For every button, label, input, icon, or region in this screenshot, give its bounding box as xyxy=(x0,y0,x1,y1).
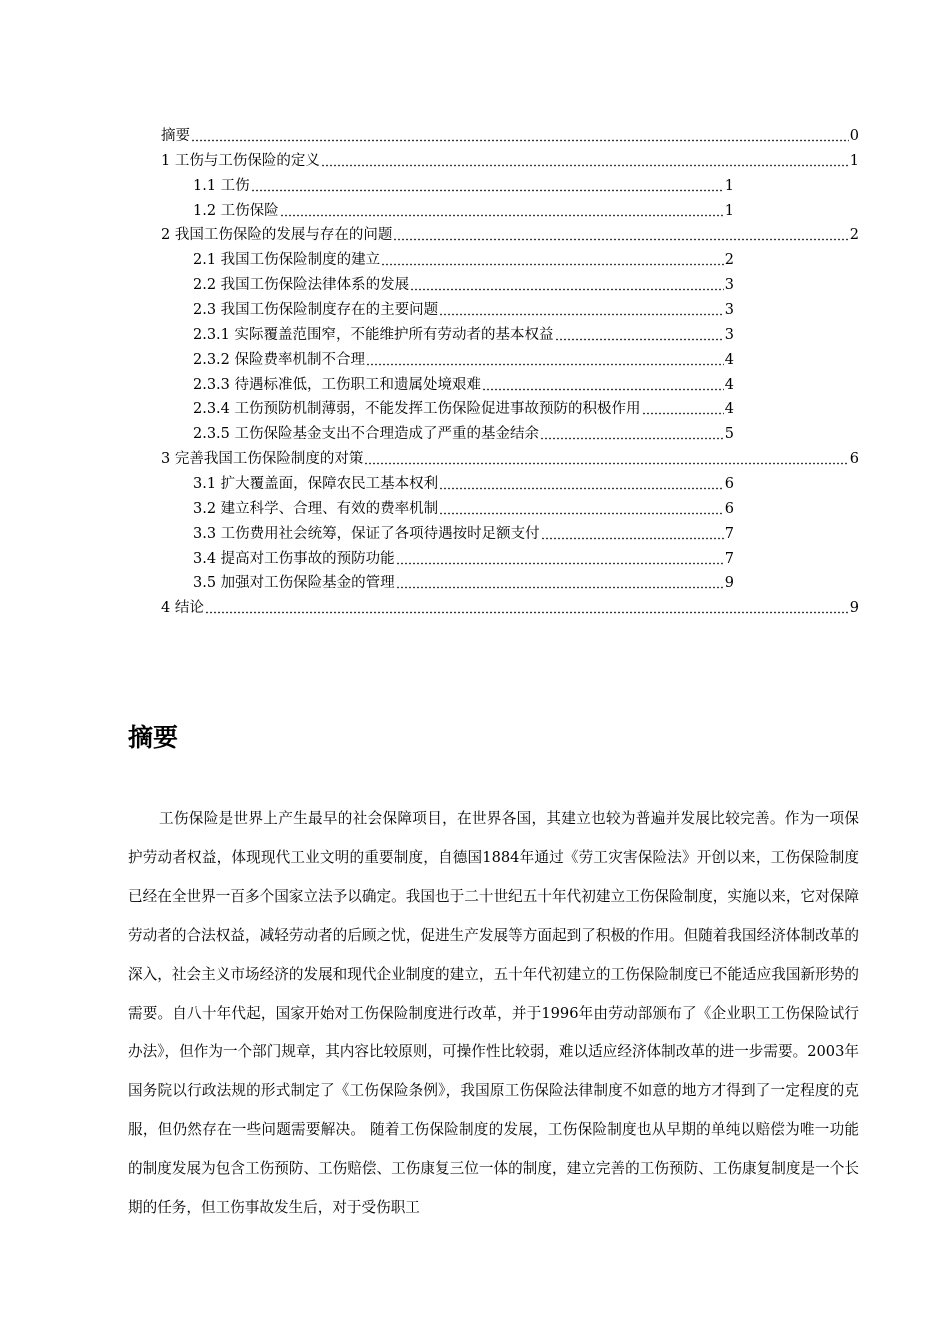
toc-dot-leader xyxy=(540,426,724,440)
toc-entry[interactable] xyxy=(161,599,859,617)
toc-entry-page: 0 xyxy=(849,128,859,144)
toc-entry-label: 2.3.4 工伤预防机制薄弱，不能发挥工伤保险促进事故预防的积极作用 xyxy=(193,401,641,418)
toc-entry-page: 6 xyxy=(724,475,734,492)
toc-entry[interactable] xyxy=(193,550,734,568)
toc-entry-page: 1 xyxy=(724,202,734,219)
toc-entry-page: 6 xyxy=(724,500,734,517)
toc-entry[interactable] xyxy=(193,525,734,543)
toc-dot-leader xyxy=(251,178,724,192)
toc-entry[interactable] xyxy=(161,450,859,468)
toc-entry-label: 3.1 扩大覆盖面，保障农民工基本权利 xyxy=(193,475,439,492)
toc-dot-leader xyxy=(321,153,849,167)
toc-entry[interactable] xyxy=(161,152,859,170)
toc-entry-page: 7 xyxy=(724,550,734,567)
toc-entry-label: 3.5 加强对工伤保险基金的管理 xyxy=(193,575,395,592)
toc-entry-label: 2 我国工伤保险的发展与存在的问题 xyxy=(161,227,393,244)
toc-entry-page: 2 xyxy=(724,252,734,269)
toc-entry-label: 2.3.2 保险费率机制不合理 xyxy=(193,351,366,368)
toc-entry-page: 5 xyxy=(724,426,734,443)
toc-dot-leader xyxy=(439,501,724,515)
toc-entry[interactable] xyxy=(193,301,734,319)
toc-entry[interactable] xyxy=(161,127,859,145)
toc-entry[interactable] xyxy=(193,475,734,493)
toc-entry-page: 4 xyxy=(724,376,734,393)
toc-entry-page: 1 xyxy=(724,177,734,194)
toc-entry-page: 1 xyxy=(849,152,859,169)
toc-entry-label: 3.3 工伤费用社会统筹，保证了各项待遇按时足额支付 xyxy=(193,525,540,542)
toc-dot-leader xyxy=(191,128,849,142)
toc-entry-label: 2.3.5 工伤保险基金支出不合理造成了严重的基金结余 xyxy=(193,426,540,443)
toc-dot-leader xyxy=(541,526,724,540)
toc-dot-leader xyxy=(396,551,724,565)
toc-entry[interactable] xyxy=(193,351,734,369)
toc-dot-leader xyxy=(393,227,848,241)
toc-entry[interactable] xyxy=(193,202,734,220)
toc-entry[interactable] xyxy=(193,400,734,418)
toc-entry-page: 9 xyxy=(849,600,859,617)
toc-dot-leader xyxy=(410,277,724,291)
toc-entry-page: 3 xyxy=(724,326,734,343)
toc-dot-leader xyxy=(396,575,724,589)
toc-entry-page: 9 xyxy=(724,575,734,592)
toc-dot-leader xyxy=(381,252,724,266)
abstract-body: 工伤保险是世界上产生最早的社会保障项目，在世界各国，其建立也较为普遍并发展比较完善。作为一项保护劳动者权益，体现现代工业文明的重要制度，自德国1884年通过《劳工灾害保险法》开创以来，工伤保险制度已经在全世界一百多个国家立法予以确定。我国也于二十世纪五十年代初建立工伤保险制度，实施以来，它对保障劳动者的合法权益，减轻劳动者的后顾之忧，促进生产发展等方面起到了积极的作用。但随着我国经济体制改革的深入，社会主义市场经济的发展和现代企业制度的建立，五十年代初建立的工伤保险制度已不能适应我国新形势的需要。自八十年代起，国家开始对工伤保险制度进行改革，并于1996年由劳动部颁布了《企业职工工伤保险试行办法》，但作为一个部门规章，其内容比较原则，可操作性比较弱，难以适应经济体制改革的进一步需要。2003年国务院以行政法规的形式制定了《工伤保险条例》，我国原工伤保险法律制度不如意的地方才得到了一定程度的克服，但仍然存在一些问题需要解决。 随着工伤保险制度的发展，工伤保险制度也从早期的单纯以赔偿为唯一功能的制度发展为包含工伤预防、工伤赔偿、工伤康复三位一体的制度，建立完善的工伤预防、工伤康复制度是一个长期的任务，但工伤事故发生后，对于受伤职工 xyxy=(128,810,859,1217)
toc-entry-label: 1 工伤与工伤保险的定义 xyxy=(161,152,320,169)
toc-entry-label: 3 完善我国工伤保险制度的对策 xyxy=(161,451,364,468)
toc-entry[interactable] xyxy=(193,326,734,344)
toc-entry-page: 3 xyxy=(724,302,734,318)
toc-entry[interactable] xyxy=(193,425,734,443)
toc-entry[interactable] xyxy=(193,276,734,294)
toc-entry-page: 6 xyxy=(849,451,859,468)
toc-entry-label: 4 结论 xyxy=(161,600,204,617)
toc-entry-label: 2.2 我国工伤保险法律体系的发展 xyxy=(193,277,410,294)
toc-entry-label: 3.2 建立科学、合理、有效的费率机制 xyxy=(193,500,439,517)
toc-entry[interactable] xyxy=(193,251,734,269)
toc-entry[interactable] xyxy=(193,376,734,394)
toc-entry[interactable] xyxy=(193,177,734,195)
toc-entry-label: 摘要 xyxy=(161,128,190,144)
toc-entry-page: 3 xyxy=(724,277,734,294)
toc-entry-label: 2.3.3 待遇标准低，工伤职工和遗属处境艰难 xyxy=(193,376,482,393)
toc-dot-leader xyxy=(439,476,724,490)
toc-entry[interactable] xyxy=(161,226,859,244)
toc-dot-leader xyxy=(555,327,724,341)
toc-dot-leader xyxy=(642,401,724,415)
toc-dot-leader xyxy=(280,203,724,217)
abstract-title: 摘要 xyxy=(128,723,179,752)
toc-entry[interactable] xyxy=(193,574,734,592)
toc-entry-label: 2.3 我国工伤保险制度存在的主要问题 xyxy=(193,302,439,318)
toc-dot-leader xyxy=(364,451,848,465)
toc-dot-leader xyxy=(205,600,849,614)
toc-entry-label: 3.4 提高对工伤事故的预防功能 xyxy=(193,550,395,567)
toc-dot-leader xyxy=(482,377,724,391)
toc-entry-label: 2.3.1 实际覆盖范围窄，不能维护所有劳动者的基本权益 xyxy=(193,326,554,343)
toc-entry-page: 7 xyxy=(724,525,734,542)
toc-entry-page: 4 xyxy=(724,351,734,368)
toc-entry-label: 1.1 工伤 xyxy=(193,177,250,194)
toc-entry-label: 1.2 工伤保险 xyxy=(193,202,279,219)
toc-entry-page: 2 xyxy=(849,227,859,244)
toc-dot-leader xyxy=(366,352,724,366)
toc-dot-leader xyxy=(439,302,724,316)
toc-entry-label: 2.1 我国工伤保险制度的建立 xyxy=(193,252,381,269)
toc-entry-page: 4 xyxy=(724,401,734,418)
toc-entry[interactable] xyxy=(193,500,734,518)
